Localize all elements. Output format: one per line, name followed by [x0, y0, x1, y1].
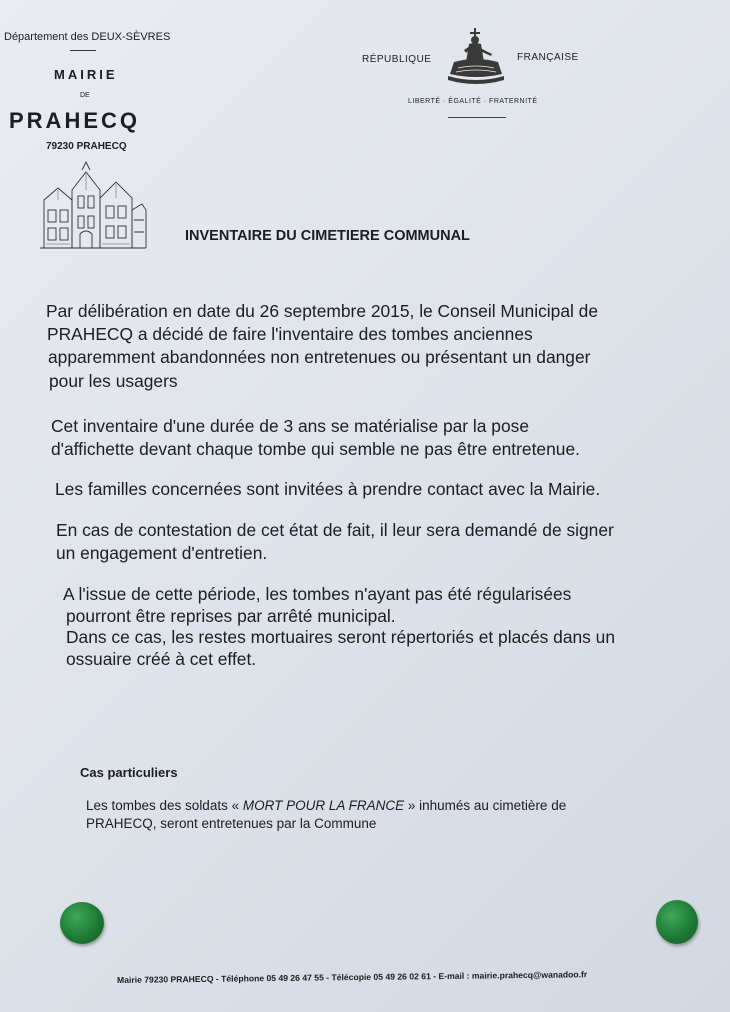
paragraph-2-line-1: Cet inventaire d'une durée de 3 ans se matérialise par la pose [51, 416, 529, 436]
paragraph-1-line-1: Par délibération en date du 26 septembre 2015, le Conseil Municipal de [46, 301, 599, 321]
paragraph-1-line-3: apparemment abandonnées non entretenues ou présentant un danger [48, 347, 591, 367]
cas-particuliers-line-1: Les tombes des soldats « MORT POUR LA FRANCE » inhumés au cimetière de [86, 798, 567, 813]
paragraph-2-line-2: d'affichette devant chaque tombe qui semble ne pas être entretenue. [51, 439, 580, 459]
department-label: Département des DEUX-SÈVRES [4, 31, 171, 43]
de-label: DE [80, 92, 90, 99]
republique-label: RÉPUBLIQUE [362, 54, 432, 65]
motto: LIBERTÉ · ÉGALITÉ · FRATERNITÉ [408, 98, 538, 105]
divider [448, 117, 506, 118]
town-name: PRAHECQ [9, 108, 141, 133]
paragraph-5-line-2: pourront être reprises par arrêté municipal. [66, 606, 396, 626]
paragraph-1-line-2: PRAHECQ a décidé de faire l'inventaire des tombes anciennes [47, 324, 533, 344]
postcode-label: 79230 PRAHECQ [46, 141, 127, 152]
green-pushpin [60, 902, 104, 944]
paragraph-1-line-4: pour les usagers [49, 371, 178, 391]
cas-particuliers-line-2: PRAHECQ, seront entretenues par la Commune [86, 816, 377, 831]
francaise-label: FRANÇAISE [517, 52, 579, 63]
paragraph-4-line-1: En cas de contestation de cet état de fait, il leur sera demandé de signer [56, 520, 614, 540]
divider [70, 50, 96, 51]
paragraph-5-line-1: A l'issue de cette période, les tombes n'ayant pas été régularisées [63, 584, 572, 604]
paragraph-4-line-2: un engagement d'entretien. [56, 543, 268, 563]
footer-contact: Mairie 79230 PRAHECQ - Téléphone 05 49 26 47 55 - Télécopie 05 49 26 02 61 - E-mail : mairie.prahecq@wanadoo.fr [116, 969, 588, 985]
cas-particuliers-heading: Cas particuliers [80, 765, 178, 780]
paragraph-3-line-1: Les familles concernées sont invitées à prendre contact avec la Mairie. [55, 479, 601, 499]
notice-title: INVENTAIRE DU CIMETIERE COMMUNAL [185, 228, 470, 244]
mairie-heading: MAIRIE [54, 67, 118, 82]
marianne-emblem [440, 26, 512, 88]
green-pushpin [656, 900, 698, 944]
paragraph-5-line-4: ossuaire créé à cet effet. [66, 649, 257, 669]
paragraph-5-line-3: Dans ce cas, les restes mortuaires seront répertoriés et placés dans un [66, 627, 616, 647]
town-hall-drawing [38, 160, 148, 255]
